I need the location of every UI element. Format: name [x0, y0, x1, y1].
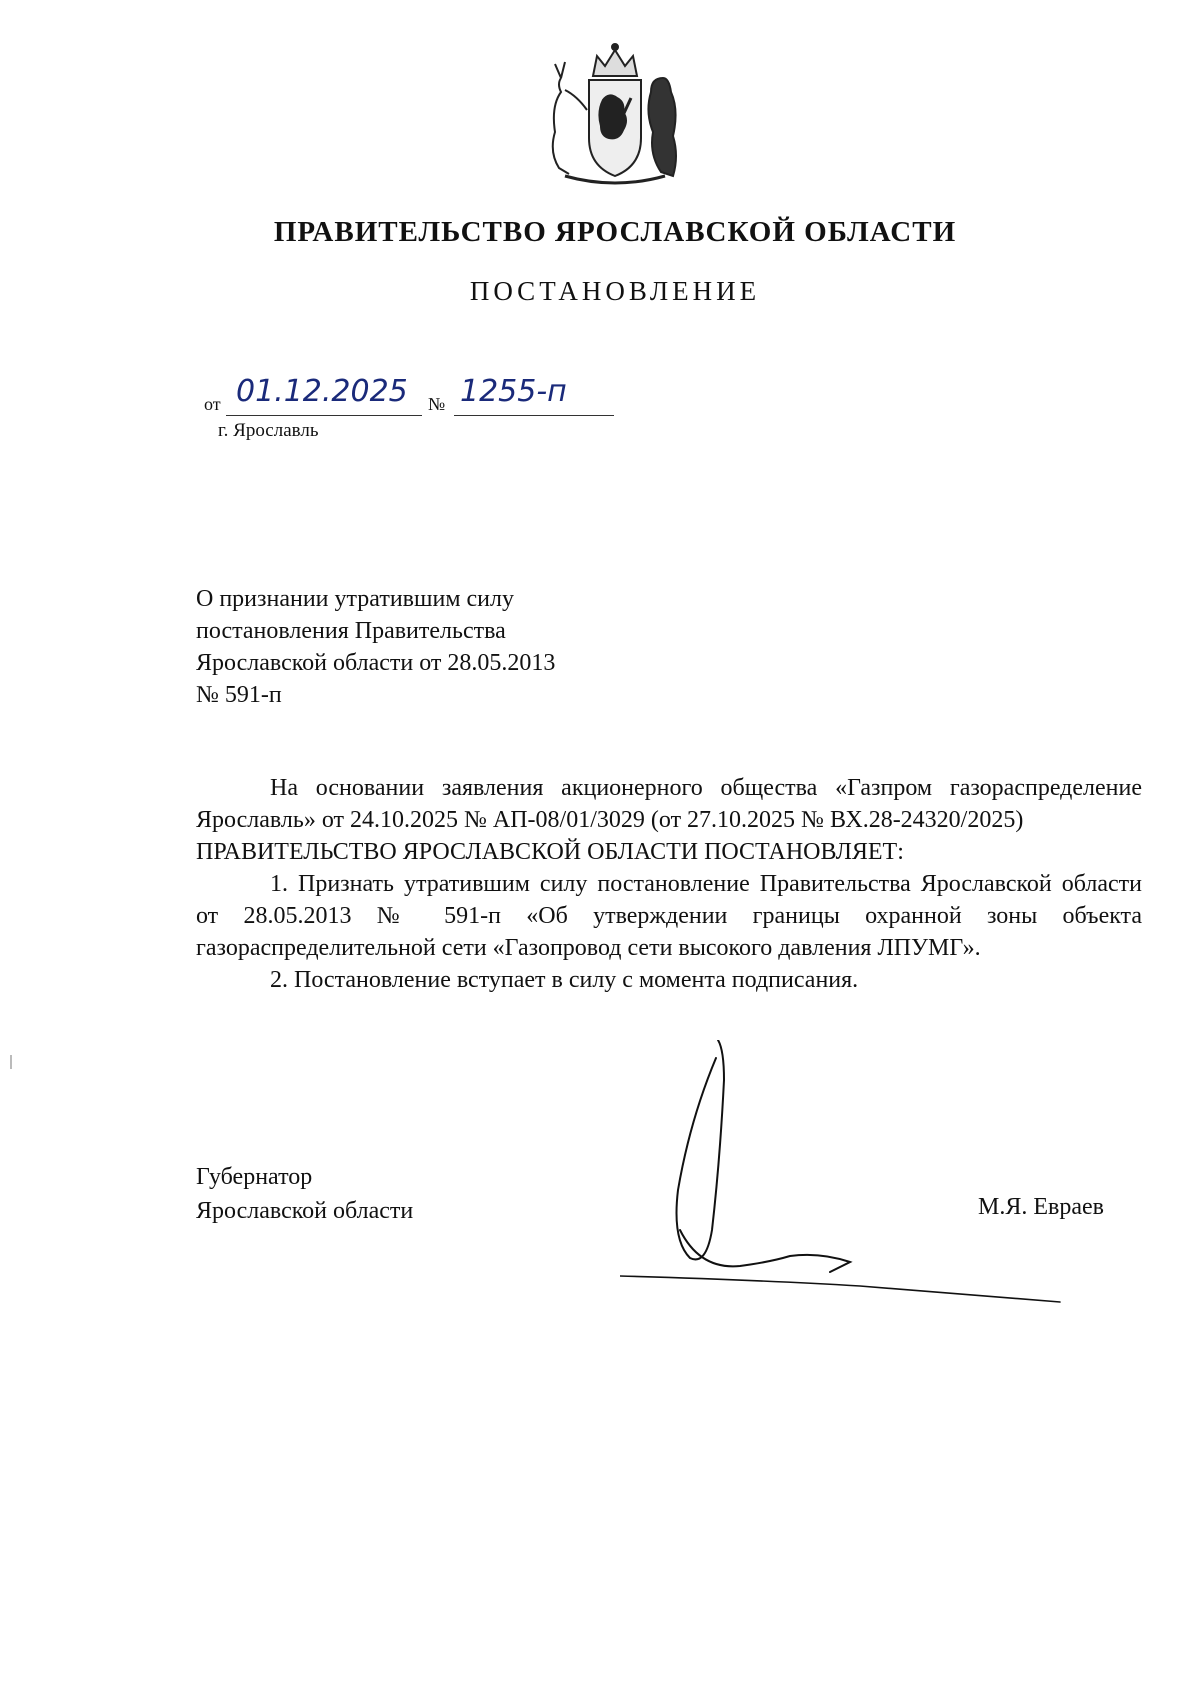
yaroslavl-coat-of-arms-icon — [535, 38, 695, 190]
position-line: Губернатор — [196, 1164, 313, 1190]
date-prefix: от — [204, 394, 221, 414]
city: г. Ярославль — [218, 420, 319, 441]
scan-artifact — [10, 1055, 12, 1069]
number-prefix: № — [428, 394, 446, 414]
handwritten-date: 01.12.2025 — [236, 374, 408, 409]
preamble-paragraph: На основании заявления акционерного общества «Газпром газораспределение Ярославль» от 24.10.2025 № АП-08/01/3029 (от 27.10.2025 № ВХ.28-24320/2025) — [196, 775, 1142, 833]
document-type: ПОСТАНОВЛЕНИЕ — [469, 276, 761, 306]
date-underline — [226, 415, 422, 416]
subject-line: постановления Правительства — [196, 618, 506, 644]
handwritten-number: 1255-п — [460, 374, 567, 409]
position-line: Ярославской области — [196, 1198, 414, 1224]
number-underline — [454, 415, 614, 416]
subject-line: О признании утратившим силу — [196, 586, 514, 612]
document-subject — [196, 583, 676, 711]
signatory-position — [196, 1160, 413, 1228]
document-body — [196, 772, 1142, 996]
item-2: 2. Постановление вступает в силу с момента подписания. — [270, 967, 859, 993]
handwritten-signature-icon — [620, 1040, 1080, 1330]
subject-line: Ярославской области от 28.05.2013 — [196, 650, 556, 676]
government-title: ПРАВИТЕЛЬСТВО ЯРОСЛАВСКОЙ ОБЛАСТИ — [273, 216, 957, 248]
item-1: 1. Признать утратившим силу постановление Правительства Ярославской области от 28.05.2013 № 591-п «Об утверждении границы охранной зоны объекта газораспределительной сети «Газопровод сети высокого давления ЛПУМГ». — [196, 871, 1142, 961]
signatory-name: М.Я. Евраев — [978, 1194, 1104, 1220]
subject-line: № 591-п — [196, 682, 282, 708]
decree-statement: ПРАВИТЕЛЬСТВО ЯРОСЛАВСКОЙ ОБЛАСТИ ПОСТАНОВЛЯЕТ: — [196, 839, 904, 865]
